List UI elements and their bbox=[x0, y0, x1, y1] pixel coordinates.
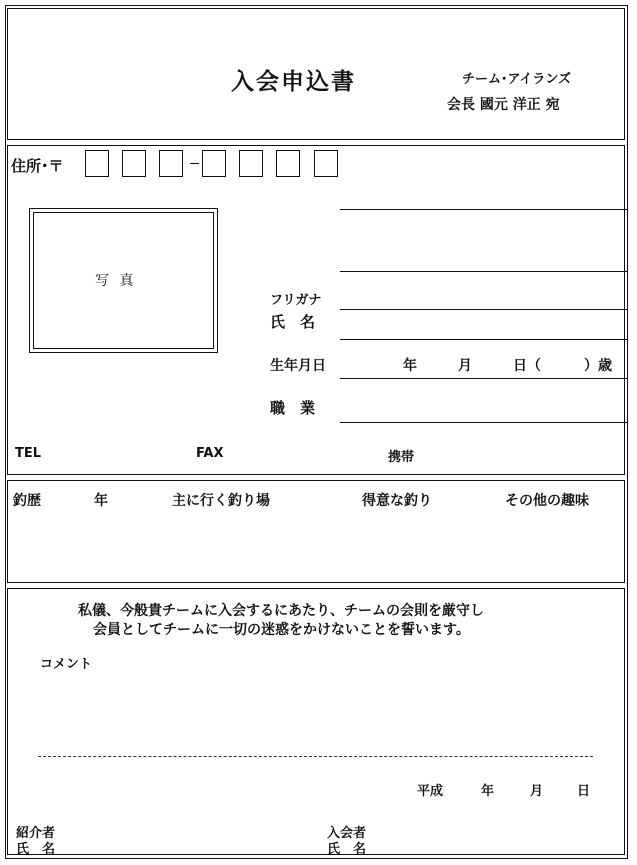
birth-age-label: ）歳 bbox=[584, 358, 612, 374]
name-line[interactable] bbox=[340, 339, 628, 340]
postal-digit-box[interactable] bbox=[159, 150, 183, 177]
furigana-line[interactable] bbox=[340, 309, 628, 310]
address-label: 住所･〒 bbox=[11, 157, 64, 175]
fishing-years-label: 年 bbox=[94, 493, 108, 509]
job-label: 職 業 bbox=[270, 399, 316, 417]
comment-line[interactable] bbox=[38, 756, 593, 757]
form-title: 入会申込書 bbox=[231, 69, 356, 95]
fishing-specialty-label: 得意な釣り bbox=[362, 493, 432, 509]
photo-label: 写 真 bbox=[95, 273, 137, 289]
postal-digit-box[interactable] bbox=[276, 150, 300, 177]
birth-year-label: 年 bbox=[403, 358, 417, 374]
team-name: チーム･アイランズ bbox=[462, 72, 571, 87]
postal-digit-box[interactable] bbox=[85, 150, 109, 177]
fishing-history-label: 釣歴 bbox=[13, 493, 41, 509]
birth-label: 生年月日 bbox=[270, 358, 326, 374]
hobbies-label: その他の趣味 bbox=[505, 493, 589, 509]
pledge-line-1: 私儀、今般貴チームに入会するにあたり、チームの会則を厳守し bbox=[78, 603, 484, 619]
fishing-spots-label: 主に行く釣り場 bbox=[172, 493, 270, 509]
referrer-label: 紹介者 bbox=[16, 826, 56, 841]
referrer-name-label: 氏 名 bbox=[16, 842, 56, 857]
era-label: 平成 bbox=[417, 784, 444, 799]
birth-line[interactable] bbox=[340, 378, 628, 379]
postal-hyphen bbox=[190, 163, 199, 164]
tel-label: TEL bbox=[15, 446, 42, 461]
fax-label: FAX bbox=[196, 446, 224, 461]
birth-month-label: 月 bbox=[458, 358, 472, 374]
postal-digit-box[interactable] bbox=[314, 150, 338, 177]
birth-day-label: 日（ bbox=[513, 358, 541, 374]
name-label: 氏 名 bbox=[270, 313, 316, 331]
applicant-sign-label: 入会者 bbox=[327, 826, 367, 841]
comment-label: コメント bbox=[40, 657, 93, 672]
date-year-label: 年 bbox=[481, 784, 495, 799]
recipient: 会長 國元 洋正 宛 bbox=[447, 97, 560, 113]
address-line-2[interactable] bbox=[340, 271, 628, 272]
pledge-line-2: 会員としてチームに一切の迷惑をかけないことを誓います。 bbox=[93, 622, 470, 638]
address-line-1[interactable] bbox=[340, 209, 628, 210]
job-line[interactable] bbox=[340, 422, 628, 423]
postal-digit-box[interactable] bbox=[202, 150, 226, 177]
date-day-label: 日 bbox=[577, 784, 591, 799]
postal-digit-box[interactable] bbox=[239, 150, 263, 177]
postal-digit-box[interactable] bbox=[122, 150, 146, 177]
applicant-name-label: 氏 名 bbox=[327, 842, 367, 857]
mobile-label: 携帯 bbox=[388, 450, 415, 465]
furigana-label: フリガナ bbox=[270, 293, 322, 308]
date-month-label: 月 bbox=[530, 784, 544, 799]
